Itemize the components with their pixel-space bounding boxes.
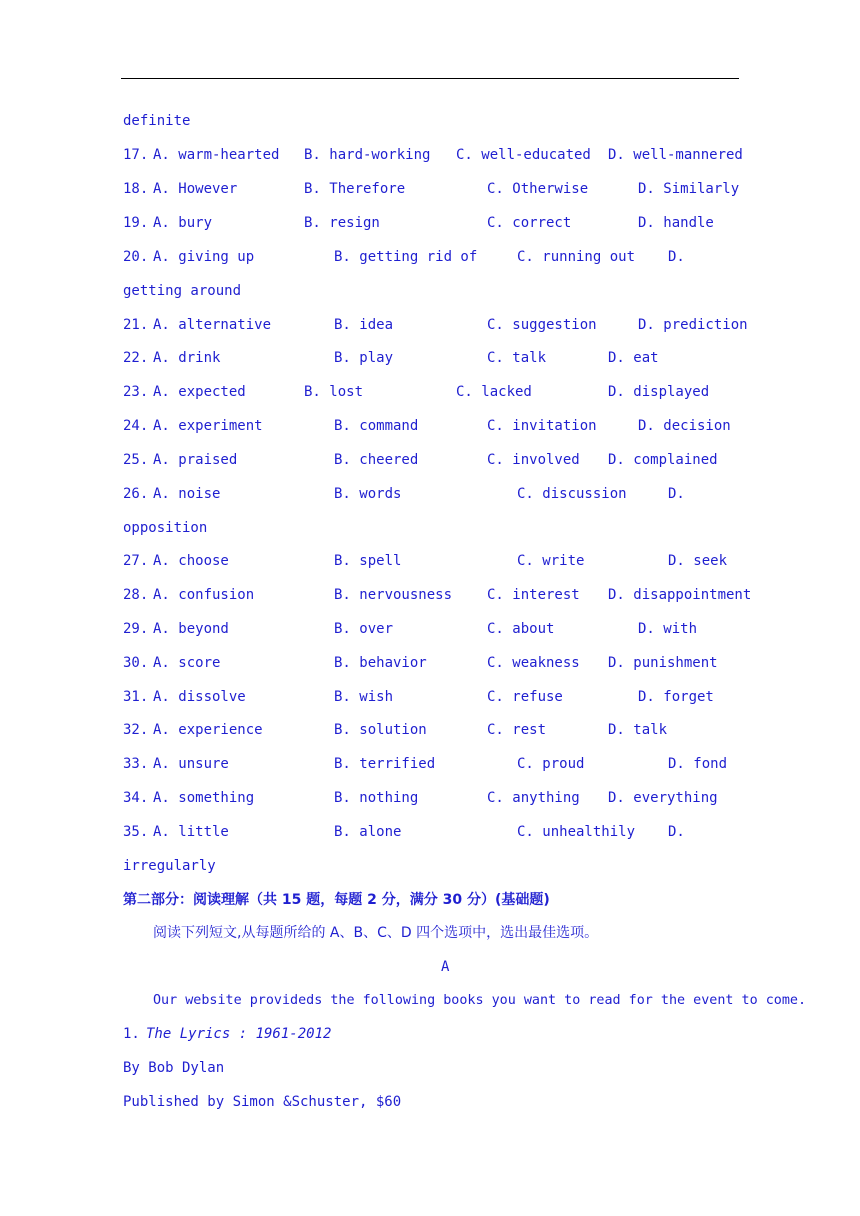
option-a: A. drink	[153, 350, 221, 366]
option-a: A. unsure	[153, 756, 229, 772]
question-number: 20.	[123, 249, 149, 265]
question-row-34	[123, 788, 718, 808]
option-a: A. bury	[153, 215, 213, 231]
question-row-28	[123, 585, 752, 605]
passage-intro: Our website provideds the following books you want to read for the event to come.	[153, 993, 807, 1008]
question-number: 32.	[123, 722, 149, 738]
section-heading: 第二部分：阅读理解（共 15 题，每题 2 分，满分 30 分）(基础题)	[123, 892, 550, 908]
option-d: D. disappointment	[608, 587, 752, 603]
question-row-22	[123, 348, 659, 368]
option-d: D. everything	[608, 790, 718, 806]
option-b: B. getting rid of	[334, 249, 478, 265]
option-a: A. beyond	[153, 621, 229, 637]
option-c: C. proud	[517, 756, 585, 772]
option-d: D. forget	[638, 689, 714, 705]
question-number: 19.	[123, 215, 149, 231]
option-a: A. However	[153, 181, 238, 197]
option-d: D. with	[638, 621, 698, 637]
option-d: D.	[668, 486, 685, 502]
book-title-line	[123, 1024, 332, 1044]
continued-option-text: opposition	[123, 520, 208, 536]
option-c: C. write	[517, 553, 585, 569]
question-number: 34.	[123, 790, 149, 806]
question-number: 33.	[123, 756, 149, 772]
option-a: A. dissolve	[153, 689, 246, 705]
question-row-19	[123, 213, 714, 233]
question-row-26	[123, 484, 685, 504]
option-b: B. command	[334, 418, 419, 434]
option-b: B. behavior	[334, 655, 427, 671]
option-a: A. expected	[153, 384, 246, 400]
question-number: 21.	[123, 317, 149, 333]
option-a: A. experience	[153, 722, 263, 738]
option-c: C. anything	[487, 790, 580, 806]
question-number: 31.	[123, 689, 149, 705]
question-number: 22.	[123, 350, 149, 366]
option-b: B. Therefore	[304, 181, 406, 197]
option-c: C. unhealthily	[517, 824, 636, 840]
passage-label: A	[441, 959, 450, 975]
option-d: D. decision	[638, 418, 731, 434]
option-d: D. eat	[608, 350, 659, 366]
option-d: D. seek	[668, 553, 728, 569]
question-number: 28.	[123, 587, 149, 603]
option-d: D. well-mannered	[608, 147, 743, 163]
question-row-29	[123, 619, 698, 639]
option-b: B. terrified	[334, 756, 436, 772]
option-a: A. praised	[153, 452, 238, 468]
book-publisher: Published by Simon &Schuster, $60	[123, 1094, 402, 1110]
option-c: C. Otherwise	[487, 181, 589, 197]
question-row-32	[123, 720, 668, 740]
question-number: 35.	[123, 824, 149, 840]
option-a: A. experiment	[153, 418, 263, 434]
option-b: B. nothing	[334, 790, 419, 806]
option-b: B. words	[334, 486, 402, 502]
option-c: C. about	[487, 621, 555, 637]
continued-option-text: irregularly	[123, 858, 216, 874]
question-number: 29.	[123, 621, 149, 637]
option-a: A. alternative	[153, 317, 272, 333]
header-rule	[121, 78, 739, 79]
option-a: A. giving up	[153, 249, 255, 265]
option-b: B. lost	[304, 384, 364, 400]
option-b: B. hard-working	[304, 147, 431, 163]
question-number: 25.	[123, 452, 149, 468]
option-b: B. spell	[334, 553, 402, 569]
question-row-20	[123, 247, 685, 267]
option-c: C. well-educated	[456, 147, 591, 163]
option-b: B. nervousness	[334, 587, 453, 603]
option-c: C. running out	[517, 249, 636, 265]
option-c: C. weakness	[487, 655, 580, 671]
option-b: B. alone	[334, 824, 402, 840]
option-c: C. rest	[487, 722, 547, 738]
book-number: 1.	[123, 1026, 140, 1042]
option-a: A. warm-hearted	[153, 147, 280, 163]
question-number: 24.	[123, 418, 149, 434]
question-row-21	[123, 315, 748, 335]
question-number: 23.	[123, 384, 149, 400]
question-row-24	[123, 416, 731, 436]
option-d: D.	[668, 249, 685, 265]
option-c: C. discussion	[517, 486, 627, 502]
question-row-23	[123, 382, 710, 402]
option-c: C. interest	[487, 587, 580, 603]
book-title: The Lyrics : 1961-2012	[146, 1026, 332, 1042]
question-row-33	[123, 754, 728, 774]
section-instruction: 阅读下列短文,从每题所给的 A、B、C、D 四个选项中，选出最佳选项。	[153, 925, 599, 941]
option-d: D. handle	[638, 215, 714, 231]
option-d: D. prediction	[638, 317, 748, 333]
option-b: B. solution	[334, 722, 427, 738]
option-d: D. displayed	[608, 384, 710, 400]
option-c: C. suggestion	[487, 317, 597, 333]
option-d: D. talk	[608, 722, 668, 738]
option-c: C. invitation	[487, 418, 597, 434]
continued-option-text: definite	[123, 113, 191, 129]
option-d: D. Similarly	[638, 181, 740, 197]
option-d: D. fond	[668, 756, 728, 772]
question-row-17	[123, 145, 743, 165]
option-b: B. play	[334, 350, 394, 366]
question-number: 17.	[123, 147, 149, 163]
option-d: D.	[668, 824, 685, 840]
question-number: 26.	[123, 486, 149, 502]
option-b: B. over	[334, 621, 394, 637]
question-number: 30.	[123, 655, 149, 671]
question-row-27	[123, 551, 728, 571]
option-a: A. little	[153, 824, 229, 840]
question-row-18	[123, 179, 740, 199]
option-c: C. lacked	[456, 384, 532, 400]
question-row-30	[123, 653, 718, 673]
option-a: A. something	[153, 790, 255, 806]
question-number: 27.	[123, 553, 149, 569]
book-author: By Bob Dylan	[123, 1060, 225, 1076]
option-d: D. complained	[608, 452, 718, 468]
option-c: C. involved	[487, 452, 580, 468]
option-b: B. resign	[304, 215, 380, 231]
option-d: D. punishment	[608, 655, 718, 671]
option-b: B. wish	[334, 689, 394, 705]
option-a: A. score	[153, 655, 221, 671]
option-b: B. idea	[334, 317, 394, 333]
continued-option-text: getting around	[123, 283, 242, 299]
question-row-31	[123, 687, 714, 707]
question-row-35	[123, 822, 685, 842]
option-a: A. confusion	[153, 587, 255, 603]
option-a: A. choose	[153, 553, 229, 569]
question-row-25	[123, 450, 718, 470]
option-c: C. refuse	[487, 689, 563, 705]
question-number: 18.	[123, 181, 149, 197]
option-a: A. noise	[153, 486, 221, 502]
option-b: B. cheered	[334, 452, 419, 468]
option-c: C. correct	[487, 215, 572, 231]
option-c: C. talk	[487, 350, 547, 366]
